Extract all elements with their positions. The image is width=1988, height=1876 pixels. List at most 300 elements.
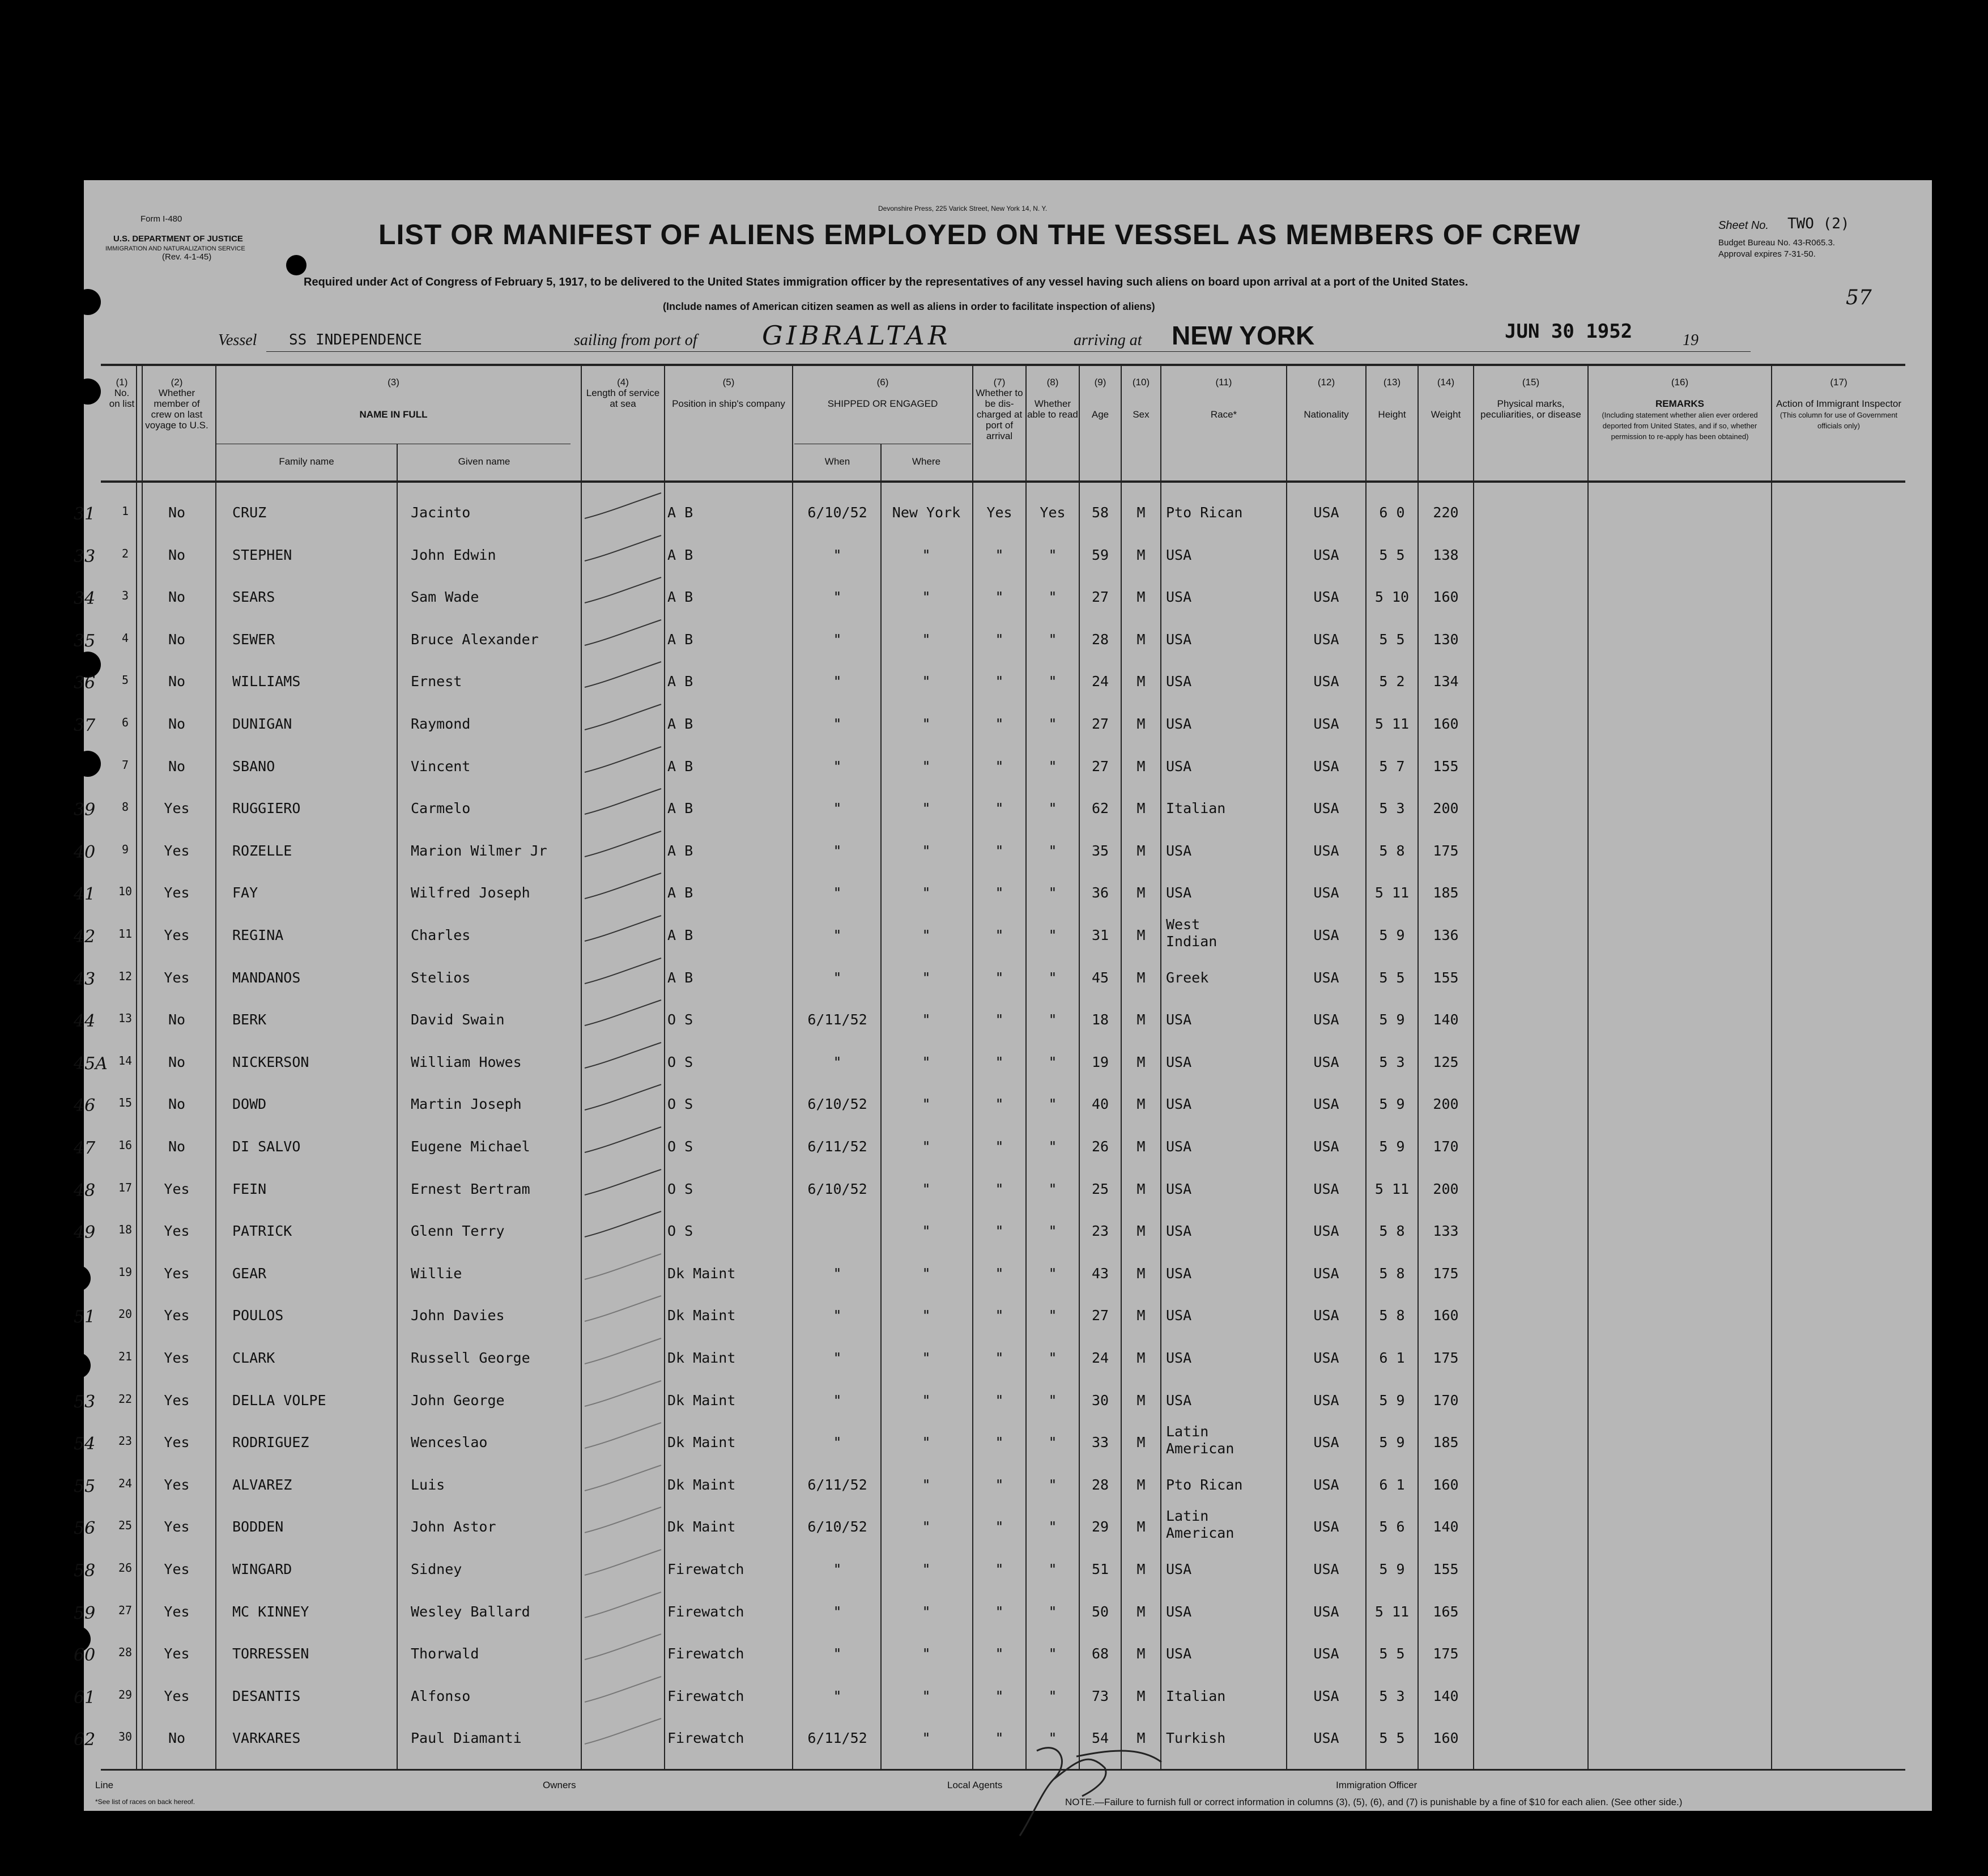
cell-pos: A B: [667, 758, 693, 775]
cell-nat: USA: [1313, 1518, 1339, 1535]
column-rule: [397, 444, 398, 1769]
cell-margin: 43: [74, 969, 96, 989]
cell-when: ": [833, 1265, 842, 1282]
cell-pos: A B: [667, 589, 693, 605]
cell-pos: A B: [667, 843, 693, 859]
cell-where: ": [922, 1434, 931, 1450]
cell-sex: M: [1136, 1730, 1146, 1746]
cell-nat: USA: [1313, 1603, 1339, 1620]
cell-margin: 51: [74, 1307, 96, 1327]
cell-last: Yes: [164, 1265, 190, 1282]
cell-age: 25: [1091, 1181, 1109, 1197]
cell-no: 2: [121, 547, 129, 560]
cell-race: Greek: [1166, 969, 1209, 986]
cell-given: Thorwald: [411, 1645, 479, 1662]
cell-height: 5 2: [1379, 673, 1405, 690]
cell-last: Yes: [164, 1350, 190, 1366]
cell-nat: USA: [1313, 884, 1339, 901]
cell-read: ": [1048, 1054, 1057, 1070]
cell-height: 6 0: [1379, 504, 1405, 521]
cell-age: 45: [1091, 969, 1109, 986]
cell-pos: Firewatch: [667, 1688, 744, 1704]
cell-pos: A B: [667, 673, 693, 690]
cell-given: Marion Wilmer Jr: [411, 843, 547, 859]
cell-family: SEARS: [232, 589, 275, 605]
cell-when: ": [833, 1434, 842, 1450]
arrival-port: NEW YORK: [1172, 321, 1315, 350]
cell-disch: ": [995, 547, 1004, 563]
cell-no: 21: [118, 1350, 133, 1363]
immigration-officer-label: Immigration Officer: [1336, 1780, 1417, 1790]
races-note: *See list of races on back hereof.: [95, 1798, 195, 1806]
printer-line: Devonshire Press, 225 Varick Street, New York 14, N. Y.: [878, 205, 1048, 212]
cell-margin: 49: [74, 1223, 96, 1243]
cell-age: 27: [1091, 1307, 1109, 1324]
cell-height: 6 1: [1379, 1477, 1405, 1493]
pencil-tick: [579, 1420, 664, 1454]
cell-last: No: [168, 504, 186, 521]
cell-disch: ": [995, 1223, 1004, 1239]
cell-pos: A B: [667, 504, 693, 521]
cell-where: ": [922, 1518, 931, 1535]
cell-given: Ernest: [411, 673, 462, 690]
pencil-tick: [579, 490, 664, 524]
cell-family: POULOS: [232, 1307, 284, 1324]
cell-read: ": [1048, 800, 1057, 816]
cell-given: Sidney: [411, 1561, 462, 1577]
cell-pos: A B: [667, 547, 693, 563]
column-rule: [215, 366, 216, 1769]
cell-family: DELLA VOLPE: [232, 1392, 326, 1409]
cell-weight: 170: [1433, 1138, 1459, 1155]
cell-no: 14: [118, 1054, 133, 1067]
cell-margin: 56: [74, 1518, 96, 1538]
cell-when: ": [833, 843, 842, 859]
cell-disch: ": [995, 1645, 1004, 1662]
punch-hole: [75, 751, 101, 777]
cell-race: Latin: [1166, 1423, 1209, 1440]
departure-port: GIBRALTAR: [762, 320, 951, 351]
cell-age: 24: [1091, 1350, 1109, 1366]
cell-last: No: [168, 1096, 186, 1112]
owners-label: Owners: [543, 1780, 576, 1790]
cell-sex: M: [1136, 1350, 1146, 1366]
cell-margin: 47: [74, 1138, 96, 1158]
cell-weight: 125: [1433, 1054, 1459, 1070]
cell-sex: M: [1136, 1265, 1146, 1282]
cell-height: 5 11: [1374, 1181, 1410, 1197]
pencil-tick: [579, 1462, 664, 1496]
cell-age: 36: [1091, 884, 1109, 901]
cell-disch: ": [995, 884, 1004, 901]
cell-pos: A B: [667, 927, 693, 943]
cell-age: 35: [1091, 843, 1109, 859]
cell-no: 13: [118, 1011, 133, 1025]
cell-when: ": [833, 758, 842, 775]
cell-disch: ": [995, 1518, 1004, 1535]
cell-sex: M: [1136, 504, 1146, 521]
cell-family: MANDANOS: [232, 969, 301, 986]
cell-weight: 200: [1433, 1096, 1459, 1112]
cell-no: 15: [118, 1096, 133, 1109]
signature: [991, 1728, 1173, 1841]
cell-sex: M: [1136, 1054, 1146, 1070]
cell-weight: 160: [1433, 1477, 1459, 1493]
cell-weight: 155: [1433, 1561, 1459, 1577]
cell-race: USA: [1166, 843, 1192, 859]
cell-disch: ": [995, 1730, 1004, 1746]
cell-margin: 61: [74, 1688, 96, 1708]
cell-race: USA: [1166, 1181, 1192, 1197]
cell-weight: 136: [1433, 927, 1459, 943]
cell-margin: 45A: [74, 1054, 108, 1074]
cell-family: TORRESSEN: [232, 1645, 309, 1662]
cell-disch: ": [995, 1603, 1004, 1620]
cell-last: Yes: [164, 1223, 190, 1239]
cell-given: Jacinto: [411, 504, 471, 521]
cell-no: 3: [121, 589, 129, 602]
cell-disch: ": [995, 673, 1004, 690]
cell-no: 16: [118, 1138, 133, 1152]
cell-pos: Firewatch: [667, 1603, 744, 1620]
cell-margin: 44: [74, 1011, 96, 1031]
cell-pos: O S: [667, 1054, 693, 1070]
cell-disch: ": [995, 1561, 1004, 1577]
cell-race: USA: [1166, 631, 1192, 648]
punch-hole: [75, 378, 101, 405]
pencil-tick: [579, 744, 664, 778]
cell-sex: M: [1136, 716, 1146, 732]
cell-family: SEWER: [232, 631, 275, 648]
cell-sex: M: [1136, 1181, 1146, 1197]
cell-height: 5 8: [1379, 1265, 1405, 1282]
cell-disch: ": [995, 1011, 1004, 1028]
cell-race: USA: [1166, 547, 1192, 563]
pencil-tick: [579, 1631, 664, 1665]
cell-where: ": [922, 631, 931, 648]
cell-margin: 46: [74, 1096, 96, 1116]
cell-height: 5 5: [1379, 547, 1405, 563]
cell-age: 28: [1091, 1477, 1109, 1493]
cell-age: 27: [1091, 758, 1109, 775]
cell-nat: USA: [1313, 673, 1339, 690]
cell-when: 6/11/52: [807, 1138, 867, 1155]
cell-disch: ": [995, 758, 1004, 775]
cell-given: Wenceslao: [411, 1434, 488, 1450]
cell-family: WINGARD: [232, 1561, 292, 1577]
cell-last: No: [168, 1054, 186, 1070]
column-rule: [792, 366, 793, 1769]
column-rule: [1771, 366, 1772, 1769]
cell-pos: O S: [667, 1138, 693, 1155]
cell-weight: 155: [1433, 969, 1459, 986]
cell-no: 5: [121, 673, 129, 687]
cell-given: Sam Wade: [411, 589, 479, 605]
cell-nat: USA: [1313, 969, 1339, 986]
punch-hole: [65, 1352, 91, 1379]
col10-header: (10) Sex: [1132, 377, 1150, 420]
pencil-tick: [579, 701, 664, 735]
cell-last: Yes: [164, 884, 190, 901]
cell-last: Yes: [164, 1561, 190, 1577]
cell-given: Raymond: [411, 716, 471, 732]
col17-header: (17) Action of Immigrant Inspector (This column for use of Government officials only): [1776, 377, 1902, 430]
cell-disch: ": [995, 589, 1004, 605]
edition: (Rev. 4-1-45): [162, 252, 212, 262]
cell-nat: USA: [1313, 504, 1339, 521]
cell-family: REGINA: [232, 927, 284, 943]
pencil-tick: [579, 955, 664, 989]
cell-last: No: [168, 758, 186, 775]
cell-given: John George: [411, 1392, 505, 1409]
cell-no: 20: [118, 1307, 133, 1321]
cell-disch: ": [995, 1307, 1004, 1324]
cell-read: ": [1048, 884, 1057, 901]
cell-read: ": [1048, 1350, 1057, 1366]
cell-read: ": [1048, 1223, 1057, 1239]
cell-family: DESANTIS: [232, 1688, 301, 1704]
col9-header: (9) Age: [1091, 377, 1109, 420]
cell-height: 5 5: [1379, 1730, 1405, 1746]
pencil-tick: [579, 1251, 664, 1285]
cell-age: 23: [1091, 1223, 1109, 1239]
cell-last: No: [168, 673, 186, 690]
cell-sex: M: [1136, 1392, 1146, 1409]
pencil-tick: [579, 1504, 664, 1538]
cell-weight: 160: [1433, 716, 1459, 732]
cell-race: USA: [1166, 758, 1192, 775]
cell-given: Vincent: [411, 758, 471, 775]
cell-given: Bruce Alexander: [411, 631, 539, 648]
cell-family: FAY: [232, 884, 258, 901]
cell-when: ": [833, 1603, 842, 1620]
vessel-name: SS INDEPENDENCE: [289, 331, 422, 348]
cell-height: 5 9: [1379, 1392, 1405, 1409]
cell-nat: USA: [1313, 1434, 1339, 1450]
cell-read: ": [1048, 1603, 1057, 1620]
cell-race: USA: [1166, 1223, 1192, 1239]
cell-sex: M: [1136, 1223, 1146, 1239]
cell-where: ": [922, 716, 931, 732]
cell-margin: 39: [74, 800, 96, 820]
cell-given: Carmelo: [411, 800, 471, 816]
cell-height: 5 9: [1379, 1138, 1405, 1155]
cell-no: 12: [118, 969, 133, 983]
cell-where: ": [922, 1054, 931, 1070]
cell-when: ": [833, 1645, 842, 1662]
cell-margin: 53: [74, 1392, 96, 1412]
cell-race-line2: American: [1166, 1525, 1234, 1541]
cell-read: ": [1048, 758, 1057, 775]
cell-nat: USA: [1313, 1392, 1339, 1409]
cell-family: PATRICK: [232, 1223, 292, 1239]
cell-height: 5 3: [1379, 800, 1405, 816]
cell-family: NICKERSON: [232, 1054, 309, 1070]
pencil-tick: [579, 786, 664, 820]
cell-race: Latin: [1166, 1508, 1209, 1524]
cell-race: Pto Rican: [1166, 504, 1243, 521]
cell-nat: USA: [1313, 1054, 1339, 1070]
cell-sex: M: [1136, 758, 1146, 775]
cell-when: ": [833, 547, 842, 563]
cell-age: 24: [1091, 673, 1109, 690]
cell-where: ": [922, 1603, 931, 1620]
cell-nat: USA: [1313, 547, 1339, 563]
pencil-tick: [579, 913, 664, 947]
cell-age: 68: [1091, 1645, 1109, 1662]
cell-sex: M: [1136, 1307, 1146, 1324]
cell-margin: 41: [74, 884, 96, 904]
cell-weight: 185: [1433, 884, 1459, 901]
cell-height: 5 6: [1379, 1518, 1405, 1535]
cell-margin: 55: [74, 1477, 96, 1496]
cell-race: USA: [1166, 1265, 1192, 1282]
cell-margin: 31: [74, 504, 96, 524]
cell-race: Italian: [1166, 1688, 1226, 1704]
column-rule: [664, 366, 665, 1769]
cell-family: DI SALVO: [232, 1138, 301, 1155]
column-rule: [1587, 366, 1589, 1769]
cell-sex: M: [1136, 589, 1146, 605]
cell-weight: 185: [1433, 1434, 1459, 1450]
cell-read: ": [1048, 589, 1057, 605]
cell-height: 5 3: [1379, 1054, 1405, 1070]
cell-weight: 165: [1433, 1603, 1459, 1620]
cell-disch: ": [995, 1392, 1004, 1409]
cell-age: 59: [1091, 547, 1109, 563]
cell-sex: M: [1136, 1518, 1146, 1535]
col7-header: (7) Whether to be dis-charged at port of arrival: [976, 377, 1023, 441]
arrival-date: JUN 30 1952: [1505, 320, 1633, 343]
cell-when: 6/10/52: [807, 1518, 867, 1535]
department: U.S. DEPARTMENT OF JUSTICE: [113, 234, 243, 244]
cell-last: No: [168, 631, 186, 648]
col3-header: (3): [388, 377, 399, 388]
cell-height: 5 8: [1379, 843, 1405, 859]
when-label: When: [824, 456, 850, 467]
cell-height: 5 9: [1379, 1096, 1405, 1112]
col11-header: (11) Race*: [1210, 377, 1237, 420]
cell-no: 8: [121, 800, 129, 814]
cell-disch: ": [995, 1096, 1004, 1112]
cell-given: Paul Diamanti: [411, 1730, 522, 1746]
cell-race: USA: [1166, 589, 1192, 605]
pencil-tick: [579, 617, 664, 651]
pencil-tick: [579, 1040, 664, 1074]
cell-height: 5 5: [1379, 969, 1405, 986]
cell-pos: A B: [667, 884, 693, 901]
cell-disch: ": [995, 1054, 1004, 1070]
punch-hole: [75, 289, 101, 315]
cell-where: ": [922, 1688, 931, 1704]
col1-header: (1) No. on list: [109, 377, 135, 409]
pencil-tick: [579, 1547, 664, 1581]
cell-pos: A B: [667, 969, 693, 986]
cell-where: ": [922, 1561, 931, 1577]
cell-race: USA: [1166, 1645, 1192, 1662]
cell-family: SBANO: [232, 758, 275, 775]
sheet-value: TWO (2): [1787, 215, 1850, 232]
cell-age: 51: [1091, 1561, 1109, 1577]
cell-nat: USA: [1313, 1181, 1339, 1197]
cell-age: 73: [1091, 1688, 1109, 1704]
column-rule: [1160, 366, 1161, 1769]
family-name-label: Family name: [279, 456, 334, 467]
cell-sex: M: [1136, 969, 1146, 986]
cell-sex: M: [1136, 1434, 1146, 1450]
cell-race: USA: [1166, 1096, 1192, 1112]
cell-last: No: [168, 1730, 186, 1746]
cell-sex: M: [1136, 1645, 1146, 1662]
cell-when: ": [833, 969, 842, 986]
cell-pos: A B: [667, 631, 693, 648]
cell-family: ROZELLE: [232, 843, 292, 859]
subtitle-note: (Include names of American citizen seamen as well as aliens in order to facilitate inspection of aliens): [663, 301, 1155, 312]
cell-family: CRUZ: [232, 504, 267, 521]
cell-sex: M: [1136, 843, 1146, 859]
cell-age: 26: [1091, 1138, 1109, 1155]
cell-nat: USA: [1313, 927, 1339, 943]
cell-nat: USA: [1313, 1688, 1339, 1704]
cell-where: ": [922, 1350, 931, 1366]
cell-no: 22: [118, 1392, 133, 1406]
cell-race: USA: [1166, 884, 1192, 901]
cell-read: ": [1048, 1477, 1057, 1493]
cell-given: Willie: [411, 1265, 462, 1282]
col13-header: (13) Height: [1378, 377, 1406, 420]
cell-pos: Dk Maint: [667, 1477, 736, 1493]
cell-pos: Firewatch: [667, 1645, 744, 1662]
cell-height: 5 11: [1374, 716, 1410, 732]
cell-sex: M: [1136, 800, 1146, 816]
penalty-note: NOTE.—Failure to furnish full or correct information in columns (3), (5), (6), and (7) is punishable by a fine of $10 for each alien. (See other side.): [1065, 1797, 1683, 1807]
cell-read: ": [1048, 1307, 1057, 1324]
col2-header: (2) Whether member of crew on last voyage to U.S.: [145, 377, 208, 431]
cell-last: Yes: [164, 927, 190, 943]
cell-height: 5 11: [1374, 884, 1410, 901]
cell-race: West: [1166, 916, 1201, 933]
cell-read: ": [1048, 1096, 1057, 1112]
cell-read: Yes: [1040, 504, 1066, 521]
cell-no: 10: [118, 884, 133, 898]
cell-sex: M: [1136, 673, 1146, 690]
line-label: Line: [95, 1780, 114, 1790]
cell-where: ": [922, 884, 931, 901]
local-agents-label: Local Agents: [947, 1780, 1003, 1790]
cell-when: ": [833, 1350, 842, 1366]
pencil-tick: [579, 575, 664, 609]
pencil-tick: [579, 1674, 664, 1708]
cell-family: RODRIGUEZ: [232, 1434, 309, 1450]
cell-no: 25: [118, 1518, 133, 1532]
cell-height: 5 8: [1379, 1307, 1405, 1324]
cell-margin: 60: [74, 1645, 96, 1665]
cell-race: USA: [1166, 1603, 1192, 1620]
cell-sex: M: [1136, 1011, 1146, 1028]
cell-weight: 200: [1433, 1181, 1459, 1197]
cell-no: 26: [118, 1561, 133, 1575]
cell-when: ": [833, 884, 842, 901]
cell-when: ": [833, 1561, 842, 1577]
cell-age: 28: [1091, 631, 1109, 648]
cell-last: Yes: [164, 969, 190, 986]
pencil-tick: [579, 997, 664, 1031]
cell-margin: 48: [74, 1181, 96, 1201]
pencil-tick: [579, 1293, 664, 1327]
cell-sex: M: [1136, 1561, 1146, 1577]
cell-read: ": [1048, 1181, 1057, 1197]
cell-pos: A B: [667, 800, 693, 816]
